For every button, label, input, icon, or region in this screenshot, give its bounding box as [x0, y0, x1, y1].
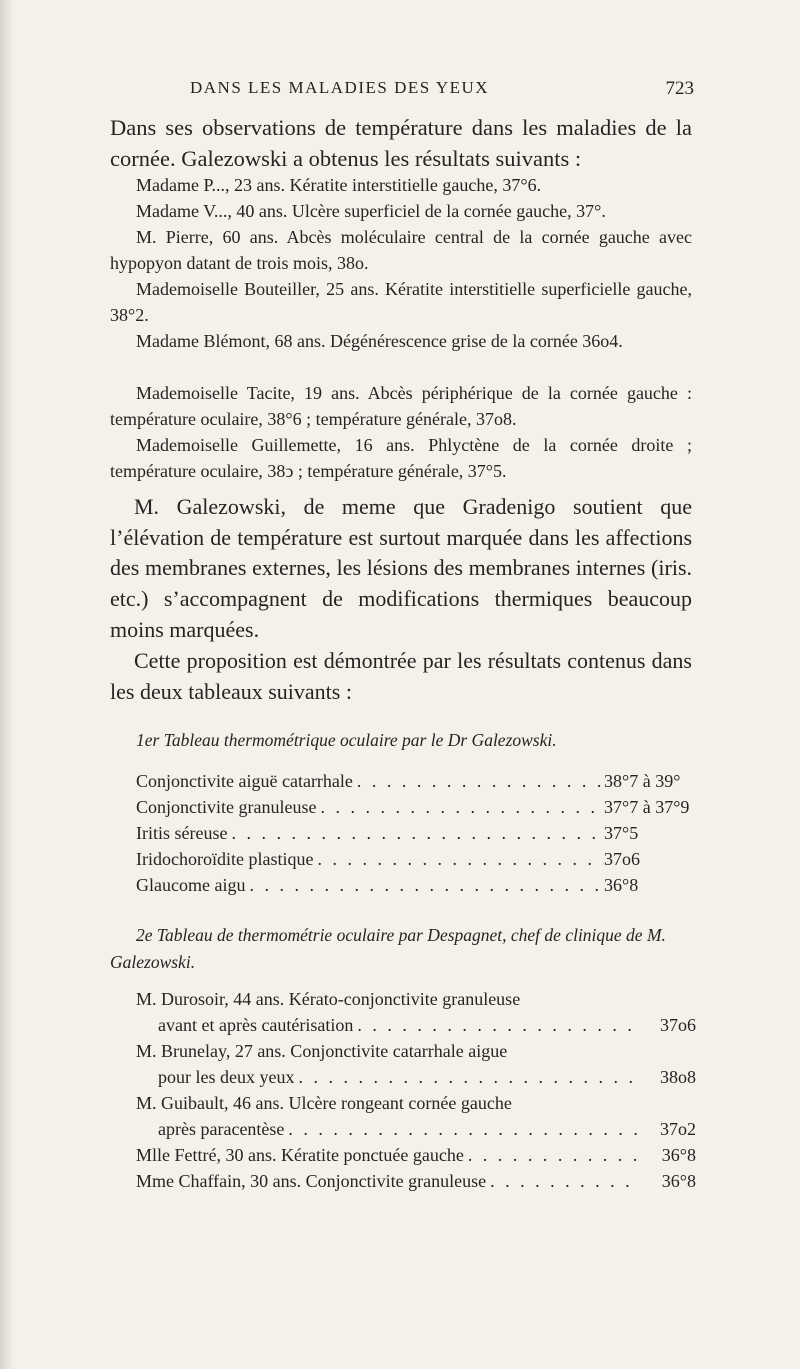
entry-value: 37o6 [660, 1015, 696, 1035]
row-value: 37°5 [604, 823, 639, 843]
table-entry [136, 1142, 696, 1168]
entry-line [136, 1168, 696, 1194]
table-1 [136, 768, 692, 898]
table-2 [136, 986, 696, 1194]
table-row [136, 768, 692, 794]
leader-dots [294, 1064, 640, 1090]
entry-text: pour les deux yeux [158, 1067, 295, 1087]
row-value: 37o6 [604, 849, 640, 869]
observation: Madame P..., 23 ans. Kératite interstitielle gauche, 37°6. [136, 175, 542, 195]
table-entry [136, 986, 696, 1038]
observation: Madame Blémont, 68 ans. Dégénérescence grise de la cornée 36o4. [136, 331, 623, 351]
entry-continuation [136, 1012, 696, 1038]
leader-dots [313, 846, 604, 872]
leader-dots [353, 768, 604, 794]
entry-text: M. Guibault, 46 ans. Ulcère rongeant cornée gauche [136, 1093, 512, 1113]
entry-text: après paracentèse [158, 1119, 285, 1139]
table-entry [136, 1168, 696, 1194]
entry-text: M. Brunelay, 27 ans. Conjonctivite catarrhale aigue [136, 1041, 508, 1061]
entry-text: Mme Chaffain, 30 ans. Conjonctivite granuleuse [136, 1171, 487, 1191]
running-title: DANS LES MALADIES DES YEUX [190, 78, 490, 97]
row-label: Conjonctivite aiguë catarrhale [136, 771, 353, 791]
row-label: Conjonctivite granuleuse [136, 797, 317, 817]
leader-dots [316, 794, 604, 820]
entry-line [136, 1142, 696, 1168]
table-row [136, 820, 692, 846]
entry-continuation [136, 1064, 696, 1090]
page-gutter [0, 0, 14, 1369]
row-label: Iridochoroïdite plastique [136, 849, 314, 869]
table-row [136, 846, 692, 872]
row-label: Iritis séreuse [136, 823, 228, 843]
entry-text: M. Durosoir, 44 ans. Kérato-conjonctivite granuleuse [136, 989, 521, 1009]
leader-dots [227, 820, 604, 846]
entry-text: avant et après cautérisation [158, 1015, 354, 1035]
leader-dots [245, 872, 604, 898]
table-entry [136, 1038, 696, 1090]
row-value: 38°7 à 39° [604, 771, 681, 791]
observation: Madame V..., 40 ans. Ulcère superficiel de la cornée gauche, 37°. [136, 201, 606, 221]
entry-value: 37o2 [660, 1119, 696, 1139]
page-header [110, 78, 692, 102]
leader-dots [284, 1116, 640, 1142]
intro-paragraph: Dans ses observations de température dans les maladies de la cornée. Galezowski a obtenus les résultats suivants : [110, 115, 692, 171]
table-entry [136, 1090, 696, 1142]
entry-value: 36°8 [661, 1171, 696, 1191]
entry-value: 36°8 [661, 1145, 696, 1165]
discussion-paragraph: Cette proposition est démontrée par les résultats contenus dans les deux tableaux suivants : [110, 648, 692, 704]
row-label: Glaucome aigu [136, 875, 246, 895]
table-1-title: 1er Tableau thermométrique oculaire par le Dr Galezowski. [136, 730, 557, 750]
leader-dots [464, 1142, 640, 1168]
table-row [136, 794, 692, 820]
leader-dots [486, 1168, 640, 1194]
table-2-title: 2e Tableau de thermométrie oculaire par Despagnet, chef de clinique de M. Galezowski. [110, 925, 666, 972]
discussion-paragraph: M. Galezowski, de meme que Gradenigo soutient que l’élévation de température est surtout marquée dans les affections des membranes externes, les lésions des membranes internes (iris. etc.) s’accompagnent de modifications thermiques beaucoup moins marquées. [110, 494, 692, 642]
observation: Mademoiselle Guillemette, 16 ans. Phlyctène de la cornée droite ; température oculaire, 38ͻ ; température générale, 37°5. [110, 435, 692, 481]
page-number: 723 [665, 78, 694, 99]
observation: Mademoiselle Bouteiller, 25 ans. Kératite interstitielle superficielle gauche, 38°2. [110, 279, 692, 325]
entry-value: 38o8 [660, 1067, 696, 1087]
table-row [136, 872, 692, 898]
row-value: 37°7 à 37°9 [604, 797, 690, 817]
entry-text: Mlle Fettré, 30 ans. Kératite ponctuée gauche [136, 1145, 464, 1165]
entry-continuation [136, 1116, 696, 1142]
observation: M. Pierre, 60 ans. Abcès moléculaire central de la cornée gauche avec hypopyon datant de trois mois, 38o. [110, 227, 692, 273]
leader-dots [353, 1012, 640, 1038]
observation: Mademoiselle Tacite, 19 ans. Abcès périphérique de la cornée gauche : température oculaire, 38°6 ; température générale, 37o8. [110, 383, 692, 429]
row-value: 36°8 [604, 875, 639, 895]
